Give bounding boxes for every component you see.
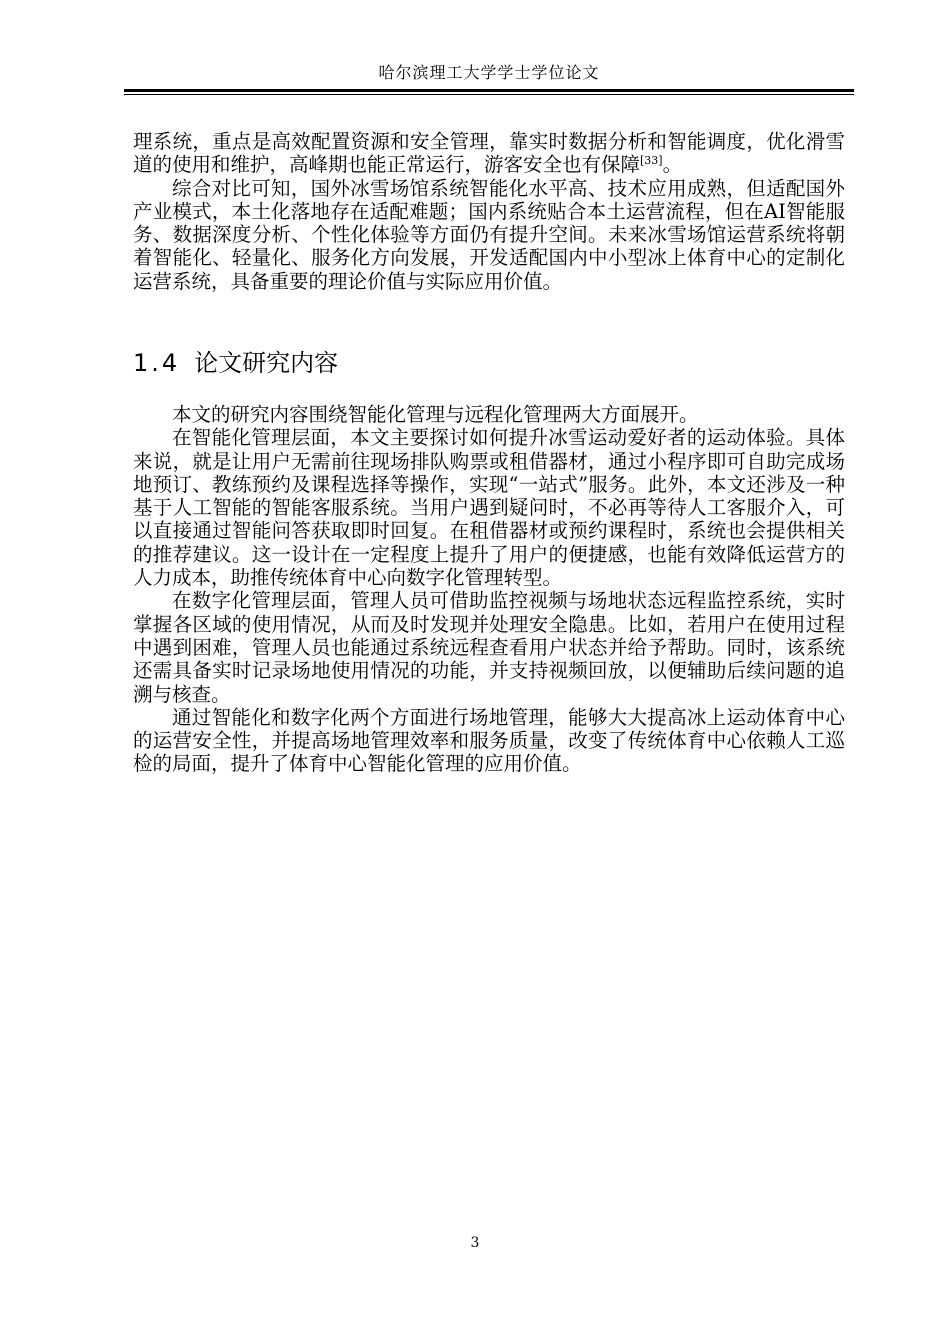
paragraph-conclusion: 通过智能化和数字化两个方面进行场地管理，能够大大提高冰上运动体育中心的运营安全性，并提高场地管理效率和服务质量，改变了传统体育中心依赖人工巡检的局面，提升了体育中心智能化管理的应用价值。 xyxy=(133,705,845,776)
paragraph-text: 理系统，重点是高效配置资源和安全管理，靠实时数据分析和智能调度，优化滑雪道的使用和维护，高峰期也能正常运行，游客安全也有保障 xyxy=(133,130,845,177)
page-number: 3 xyxy=(470,1235,480,1251)
section-title: 论文研究内容 xyxy=(194,349,339,377)
header-rule-thick xyxy=(124,89,854,92)
paragraph-comparison-summary: 综合对比可知，国外冰雪场馆系统智能化水平高、技术应用成熟，但适配国外产业模式，本土化落地存在适配难题；国内系统贴合本土运营流程，但在AI智能服务、数据深度分析、个性化体验等方面仍有提升空间。未来冰雪场馆运营系统将朝着智能化、轻量化、服务化方向发展，开发适配国内中小型冰上体育中心的定制化运营系统，具备重要的理论价值与实际应用价值。 xyxy=(133,176,845,293)
citation-marker: [33] xyxy=(640,154,663,168)
section-number: 1.4 xyxy=(133,349,181,377)
paragraph-continued xyxy=(133,130,845,177)
paragraph-smart-management: 在智能化管理层面，本文主要探讨如何提升冰雪运动爱好者的运动体验。具体来说，就是让用户无需前往现场排队购票或租借器材，通过小程序即可自助完成场地预订、教练预约及课程选择等操作，实现“一站式”服务。此外，本文还涉及一种基于人工智能的智能客服系统。当用户遇到疑问时，不必再等待人工客服介入，可以直接通过智能问答获取即时回复。在租借器材或预约课程时，系统也会提供相关的推荐建议。这一设计在一定程度上提升了用户的便捷感，也能有效降低运营方的人力成本，助推传统体育中心向数字化管理转型。 xyxy=(133,426,845,590)
paragraph-intro: 本文的研究内容围绕智能化管理与远程化管理两大方面展开。 xyxy=(172,403,699,426)
section-heading xyxy=(133,347,338,379)
paragraph-end-punct: 。 xyxy=(662,153,683,177)
header-rule-thin xyxy=(124,94,854,95)
paragraph-digital-management: 在数字化管理层面，管理人员可借助监控视频与场地状态远程监控系统，实时掌握各区域的使用情况，从而及时发现并处理安全隐患。比如，若用户在使用过程中遇到困难，管理人员也能通过系统远程查看用户状态并给予帮助。同时，该系统还需具备实时记录场地使用情况的功能，并支持视频回放，以便辅助后续问题的追溯与核查。 xyxy=(133,589,845,706)
section-text-block xyxy=(133,403,845,776)
top-text-block xyxy=(133,130,845,293)
page-header-title: 哈尔滨理工大学学士学位论文 xyxy=(378,63,600,82)
